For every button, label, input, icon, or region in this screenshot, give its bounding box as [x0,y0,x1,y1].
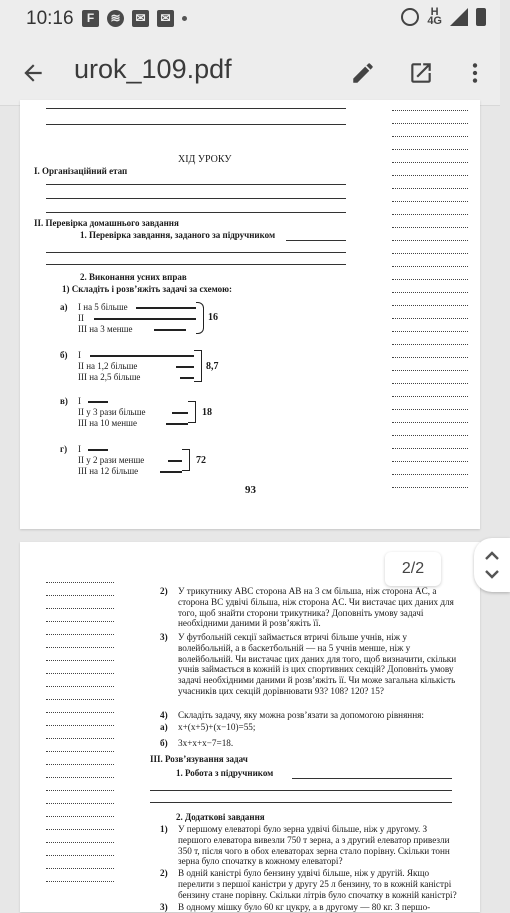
write-line [150,802,452,803]
task-text: У трикутнику ABC сторона AB на 3 см більша, ніж сторона AC, а сторона BC удвічі більша, ніж сторона AC. Чи вистачає цих даних для того, щоб знайти сторони трикутника? Доповніть умову задачі необхідними даними й розв’яжіть її. [178,586,454,629]
status-bar [0,0,500,40]
system-icons [401,8,486,26]
scheme-total: 18 [202,407,212,418]
task-text: В одній каністрі було бензину удвічі більше, ніж у другій. Якщо перелити з першої каністри у другу 25 л бензину, то в кожній каністрі бензину стане порівну. Скільки літрів було спочатку в кожній каністрі? [178,868,457,900]
margin-notes-column [392,110,468,500]
write-line [150,790,452,791]
status-time: 10:16 [26,8,74,29]
task-text: В одному мішку було 60 кг цукру, а в другому — 80 кг. З першо- [178,902,431,912]
messenger-icon: ≋ [107,10,124,27]
scheme-row: I [78,444,81,454]
task-text: 3x+x+x−7=18. [178,738,234,748]
page-number: 93 [245,484,256,496]
pdf-viewer[interactable] [0,106,500,912]
alarm-icon [401,8,419,26]
scheme-letter: б) [60,350,68,360]
edit-pencil-icon[interactable] [350,60,376,86]
subsection-heading: 2. Додаткові завдання [176,812,265,822]
open-external-icon[interactable] [408,60,434,86]
task-number: 1) [160,824,168,834]
network-type-icon: H 4G [427,6,442,27]
mail-icon-2: ✉ [157,10,174,27]
task-number: 4) [160,710,168,720]
task-text: Складіть задачу, яку можна розв’язати за допомогою рівняння: [178,710,424,720]
scheme-row: I [78,350,81,360]
app-toolbar [0,40,500,106]
subsection-heading: 1. Перевірка завдання, заданого за підручником [80,230,276,240]
lesson-heading: ХІД УРОКУ [178,154,232,165]
more-notifications-dot-icon [182,16,187,21]
write-line [46,108,346,109]
task-text: 1) Складіть і розв’яжіть задачі за схемою: [62,284,233,294]
scheme-row: III на 3 менше [78,324,133,334]
scheme-letter: в) [60,396,68,406]
pdf-page-2 [20,542,480,912]
write-line [46,124,346,125]
notification-icons [82,10,187,27]
scheme-row: III на 10 менше [78,418,137,428]
margin-notes-column [46,582,114,894]
section-heading: III. Розв’язування задач [150,754,248,764]
scheme-total: 8,7 [206,361,219,372]
section-heading: I. Організаційний етап [34,166,128,176]
scheme-letter: г) [60,444,68,454]
write-line [286,240,346,241]
scheme-total: 16 [208,312,218,323]
section-heading: II. Перевірка домашнього завдання [34,218,179,228]
task-number: 3) [160,632,168,642]
scheme-row: I [78,396,81,406]
pdf-page-1 [20,100,480,529]
task-number: б) [160,738,168,748]
write-line [46,184,346,185]
scroll-arrows-icon [483,549,501,581]
write-line [46,252,346,253]
battery-icon [476,8,486,26]
write-line [46,212,346,213]
write-line [292,778,452,779]
task-text: У першому елеваторі було зерна удвічі більше, ніж у другому. З першого елеватора вивезли 750 т зерна, а з другий елеватор привезли 350 т, після чого в обох елеваторах зерна стало порівну. Скільки тонн зерна було спочатку в кожному елеваторі? [178,824,450,867]
scheme-row: II на 1,2 більше [78,361,138,371]
fast-scroll-handle[interactable] [474,538,510,592]
write-line [46,264,346,265]
scheme-row: II [78,313,84,323]
write-line [46,198,346,199]
task-text: x+(x+5)+(x−10)=55; [178,722,256,732]
scheme-row: III на 2,5 більше [78,372,141,382]
scheme-letter: а) [60,302,68,312]
subsection-heading: 1. Робота з підручником [176,768,274,778]
scheme-total: 72 [196,455,206,466]
page-indicator: 2/2 [385,552,441,586]
back-arrow-icon[interactable] [20,60,46,86]
scheme-row: III на 12 більше [78,466,139,476]
mail-icon: ✉ [132,10,149,27]
task-number: 3) [160,902,168,912]
scheme-row: II у 3 рази більше [78,407,146,417]
task-number: 2) [160,868,168,878]
facebook-icon: F [82,10,99,27]
signal-icon [450,8,468,26]
task-number: 2) [160,586,168,596]
task-text: У футбольній секції займається втричі більше учнів, ніж у волейбольній, а в баскетбольній — на 5 учнів менше, ніж у волейбольній. Чи вистачає цих даних для того, щоб визначити, скільки учнів займається в кожній із цих спортивних секцій? Доповніть умову задачі необхідними даними й розв’яжіть її. Чи може загальна кількість учасників цих секцій дорівнювати 93? 108? 120? 15? [178,632,457,696]
subsection-heading: 2. Виконання усних вправ [80,272,187,282]
scheme-row: I на 5 більше [78,302,128,312]
document-title: urok_109.pdf [74,54,232,84]
task-number: а) [160,722,168,732]
scheme-row: II у 2 рази менше [78,455,145,465]
more-vert-icon[interactable] [462,60,488,86]
